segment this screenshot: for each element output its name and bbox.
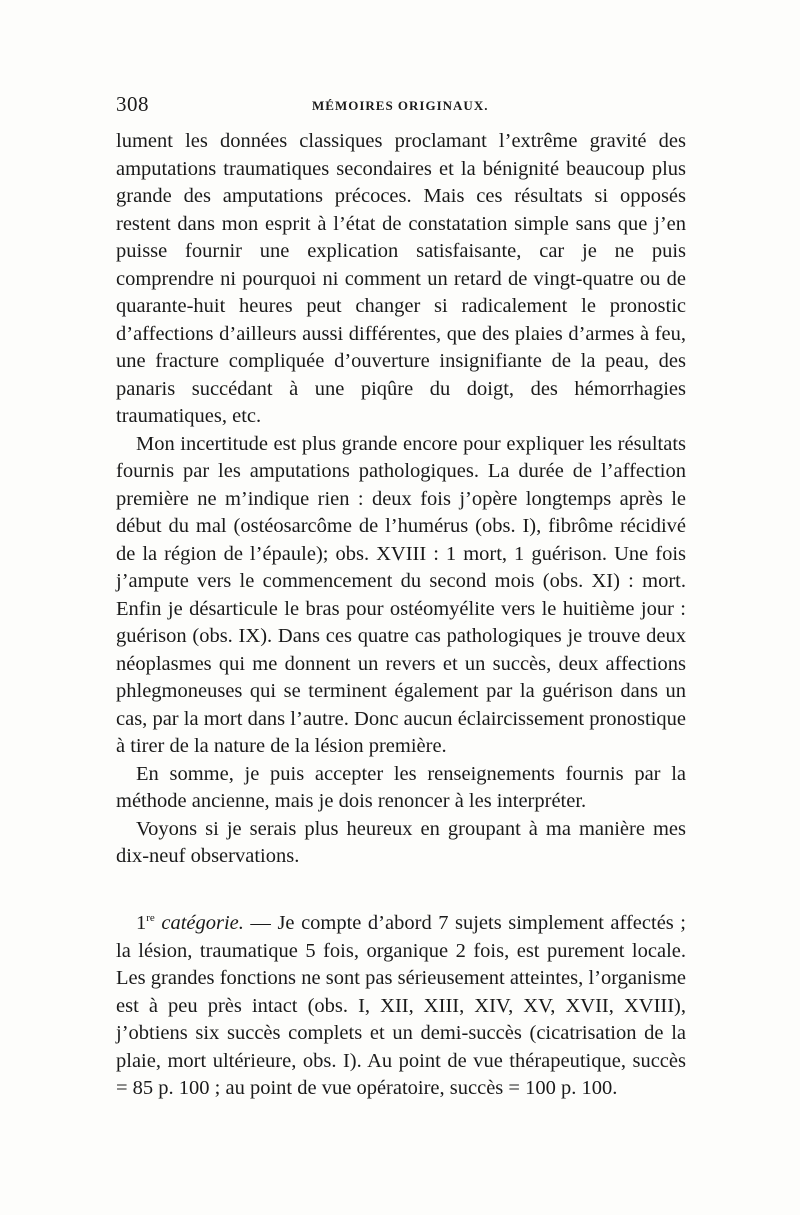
running-head (116, 92, 686, 122)
paragraph: Voyons si je serais plus heureux en groupant à ma manière mes dix-neuf observations. (116, 817, 686, 867)
running-title: MÉMOIRES ORIGINAUX. (312, 98, 489, 113)
page-number: 308 (116, 92, 149, 116)
category-text: — Je compte d’abord 7 sujets simplement affectés ; la lésion, traumatique 5 fois, organique 2 fois, est purement locale. Les grandes fonctions ne sont pas sérieusement atteintes, l’organisme est à peu près intact (obs. I, XII, XIII, XIV, XV, XVII, XVIII), j’obtiens six succès complets et un demi-succès (cicatrisation de la plaie, mort ultérieure, obs. I). Au point de vue thérapeutique, succès = 85 p. 100 ; au point de vue opératoire, succès = 100 p. 100. (116, 912, 686, 1099)
paragraph: En somme, je puis accepter les renseignements fournis par la méthode ancienne, mais je dois renoncer à les interpréter. (116, 762, 686, 812)
category-number-value: 1 (136, 912, 147, 934)
category-section (116, 905, 686, 1103)
category-paragraph (116, 905, 686, 1103)
category-label: catégorie. (161, 912, 244, 934)
paragraph: Mon incertitude est plus grande encore pour expliquer les résultats fournis par les amputations pathologiques. La durée de l’affection première ne m’indique rien : deux fois j’opère longtemps après le début du mal (ostéosarcôme de l’humérus (obs. I), fibrôme récidivé de la région de l’épaule); obs. XVIII : 1 mort, 1 guérison. Une fois j’ampute vers le commencement du second mois (obs. XI) : mort. Enfin je désarticule le bras pour ostéomyélite vers le huitième jour : guérison (obs. IX). Dans ces quatre cas pathologiques je trouve deux néoplasmes qui me donnent un revers et un succès, deux affections phlegmoneuses qui se terminent également par la guérison dans un cas, par la mort dans l’autre. Donc aucun éclaircissement pronostique à tirer de la nature de la lésion première. (116, 432, 686, 757)
body-text (116, 128, 686, 871)
category-number (136, 912, 155, 934)
category-superscript: re (146, 912, 155, 924)
paragraph-continued: lument les données classiques proclamant l’extrême gravité des amputations traumatiques secondaires et la bénignité beaucoup plus grande des amputations précoces. Mais ces résultats si opposés restent dans mon esprit à l’état de constatation simple sans que j’en puisse fournir une explication satisfaisante, car je ne puis comprendre ni pourquoi ni comment un retard de vingt-quatre ou de quarante-huit heures peut changer si radicalement le pronostic d’affections d’ailleurs aussi différentes, que des plaies d’armes à feu, une fracture compliquée d’ouverture insignifiante de la peau, des panaris succédant à une piqûre du doigt, des hémorrhagies traumatiques, etc. (116, 130, 686, 427)
